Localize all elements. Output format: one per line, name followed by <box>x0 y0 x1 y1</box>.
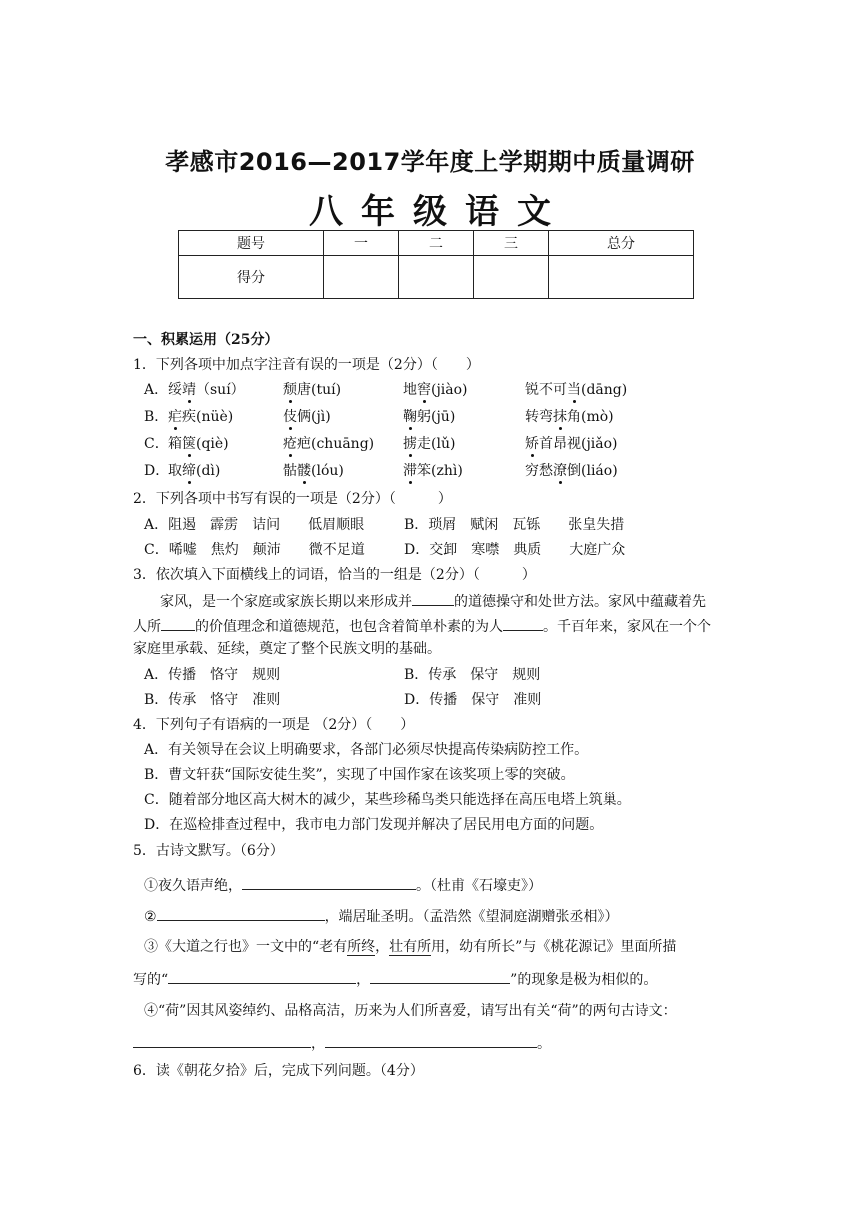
recitation-text: ③《大道之行也》一文中的“老有 <box>144 939 348 955</box>
answer-blank[interactable] <box>242 875 416 890</box>
answer-blank[interactable] <box>370 969 510 984</box>
answer-blank[interactable] <box>168 969 356 984</box>
recitation-line: ④“荷”因其风姿绰约、品格高洁，历来为人们所喜爱，请写出有关“荷”的两句古诗文： <box>144 1003 677 1019</box>
recitation-text: 。（杜甫《石壕吏》） <box>416 878 542 894</box>
recitation-text: ② <box>144 909 157 925</box>
answer-blank[interactable] <box>157 906 325 921</box>
score-cell <box>399 256 474 299</box>
passage-text: 的道德操守和处世方法。家风中蕴藏着先 <box>454 594 706 610</box>
option-item: D．交卸 寒噤 典质 大庭广众 <box>404 542 626 558</box>
question-6-stem: 6．读《朝花夕拾》后，完成下列问题。（4分） <box>133 1063 424 1079</box>
answer-blank[interactable] <box>503 616 543 631</box>
option-item: 箱箧(qiè) <box>168 436 229 452</box>
answer-blank[interactable] <box>133 1033 311 1048</box>
score-cell <box>324 256 399 299</box>
score-table-header: 二 <box>399 231 474 256</box>
passage-text: 人所 <box>133 619 161 635</box>
recitation-text: 写的“ <box>133 972 169 988</box>
recitation-line <box>144 938 676 956</box>
option-item: 鞠躬(jū) <box>403 409 456 425</box>
recitation-text: ”的现象是极为相似的。 <box>510 972 658 988</box>
recitation-line <box>144 875 542 895</box>
section-heading: 一、积累运用（25分） <box>133 332 279 348</box>
underlined-text: 壮有所 <box>389 939 432 955</box>
answer-blank[interactable] <box>412 591 454 606</box>
option-item: 伎俩(jì) <box>283 409 331 425</box>
recitation-text: ，端居耻圣明。（孟浩然《望洞庭湖赠张丞相》） <box>324 909 619 925</box>
score-table-header: 题号 <box>179 231 324 256</box>
option-item: 锐不可当(dāng) <box>525 382 628 398</box>
question-2-stem: 2．下列各项中书写有误的一项是（2分）（ ） <box>133 491 452 507</box>
option-item: D．在巡检排查过程中，我市电力部门发现并解决了居民用电方面的问题。 <box>144 817 604 833</box>
score-table-header: 三 <box>474 231 549 256</box>
passage-text: 。千百年来，家风在一个个 <box>543 619 711 635</box>
option-item: 疟疾(nüè) <box>168 409 234 425</box>
recitation-text: ， <box>356 972 371 988</box>
option-item: 绥靖（suí） <box>168 382 245 398</box>
exam-subject: 八年级语文 <box>309 192 569 232</box>
recitation-text: ， <box>311 1036 325 1052</box>
score-table-header: 一 <box>324 231 399 256</box>
option-item: 取缔(dì) <box>168 463 221 479</box>
option-label: D． <box>144 463 170 479</box>
option-item: 转弯抹角(mò) <box>525 409 614 425</box>
option-label: B． <box>144 409 169 425</box>
option-item: 疮疤(chuāng) <box>283 436 375 452</box>
answer-blank[interactable] <box>161 616 195 631</box>
recitation-text: ， <box>375 939 390 955</box>
option-label: A． <box>144 382 169 398</box>
option-item: A．有关领导在会议上明确要求，各部门必须尽快提高传染病防控工作。 <box>144 742 589 758</box>
option-item: C．唏嘘 焦灼 颠沛 微不足道 <box>144 542 365 558</box>
option-label: C． <box>144 436 169 452</box>
option-item: B．曹文轩获“国际安徒生奖”，实现了中国作家在该奖项上零的突破。 <box>144 767 575 783</box>
question-3-stem: 3．依次填入下面横线上的词语，恰当的一组是（2分）（ ） <box>133 567 536 583</box>
option-item: 矫首昂视(jiǎo) <box>525 436 618 452</box>
option-item: B．琐屑 赋闲 瓦铄 张皇失措 <box>404 517 625 533</box>
question-3-passage <box>133 616 711 636</box>
option-item: C．随着部分地区高大树木的减少，某些珍稀鸟类只能选择在高压电塔上筑巢。 <box>144 792 631 808</box>
option-item: D．传播 保守 准则 <box>404 692 542 708</box>
option-item: 滞笨(zhì) <box>403 463 463 479</box>
passage-text: 家风，是一个家庭或家族长期以来形成并 <box>160 594 412 610</box>
option-item: A．传播 恪守 规则 <box>144 667 281 683</box>
option-item: 骷髅(lóu) <box>283 463 344 479</box>
recitation-line <box>144 906 619 926</box>
option-item: B．传承 保守 规则 <box>404 667 541 683</box>
option-item: A．阻遏 霹雳 诘问 低眉顺眼 <box>144 517 365 533</box>
underlined-text: 所终 <box>347 939 376 955</box>
option-item: 掳走(lǔ) <box>403 436 456 452</box>
recitation-text: ①夜久语声绝， <box>144 878 242 894</box>
recitation-text: 用，幼有所长”与《桃花源记》里面所描 <box>431 939 677 955</box>
exam-title: 孝感市2016—2017学年度上学期期中质量调研 <box>165 148 695 176</box>
answer-blank[interactable] <box>325 1033 537 1048</box>
score-table-header: 总分 <box>549 231 694 256</box>
option-item: 颓唐(tuí) <box>283 382 342 398</box>
recitation-line <box>133 1033 551 1053</box>
question-3-passage <box>160 591 706 611</box>
option-item: B．传承 恪守 准则 <box>144 692 281 708</box>
score-cell <box>549 256 694 299</box>
question-4-stem: 4．下列句子有语病的一项是 （2分）（ ） <box>133 717 415 733</box>
option-item: 地窖(jiào) <box>403 382 468 398</box>
score-table <box>178 230 694 299</box>
score-cell <box>474 256 549 299</box>
passage-text: 的价值理念和道德规范，也包含着简单朴素的为人 <box>195 619 503 635</box>
recitation-text: 。 <box>537 1036 551 1052</box>
question-5-stem: 5．古诗文默写。（6分） <box>133 843 284 859</box>
score-row-label: 得分 <box>179 256 324 299</box>
passage-text: 家庭里承载、延续，奠定了整个民族文明的基础。 <box>133 641 441 657</box>
option-item: 穷愁潦倒(liáo) <box>525 463 618 479</box>
recitation-line <box>133 969 657 989</box>
question-1-stem: 1．下列各项中加点字注音有误的一项是（2分）（ ） <box>133 357 480 373</box>
